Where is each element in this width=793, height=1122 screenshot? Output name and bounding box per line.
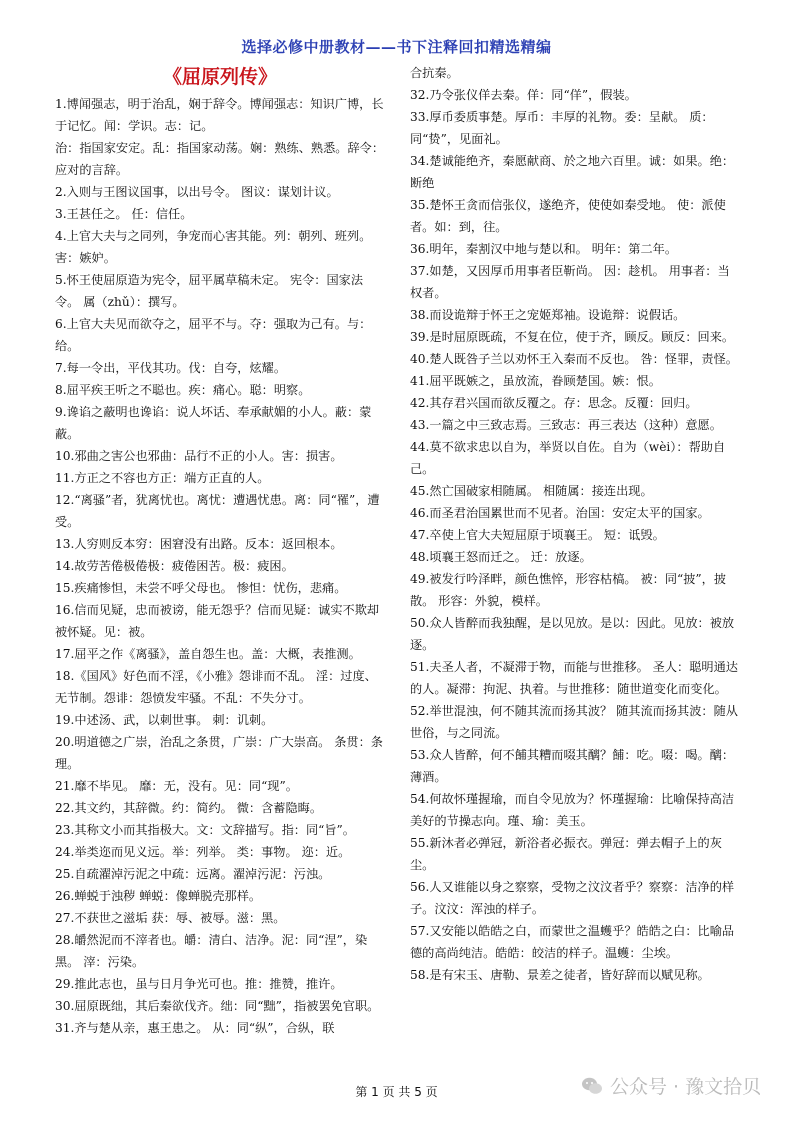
annotation-entry: 5.怀王使屈原造为宪令，屈平属草稿未定。 宪令：国家法令。 属（zhǔ）：撰写。 xyxy=(55,273,364,309)
right-annotation-list xyxy=(410,62,740,986)
annotation-entry: 33.厚币委质事楚。厚币：丰厚的礼物。委：呈献。 质：同“贽”，见面礼。 xyxy=(410,110,714,146)
annotation-entry: 56.人又谁能以身之察察，受物之汶汶者乎？察察：洁净的样子。汶汶：浑浊的样子。 xyxy=(410,880,735,916)
annotation-entry: 50.众人皆醉而我独醒，是以见放。是以：因此。见放：被放逐。 xyxy=(410,616,735,652)
annotation-entry: 25.自疏濯淖污泥之中疏：远离。濯淖污泥：污浊。 xyxy=(55,867,331,881)
annotation-entry: 20.明道德之广崇，治乱之条贯，广崇：广大崇高。 条贯：条理。 xyxy=(55,735,383,771)
annotation-entry: 41.屈平既嫉之，虽放流，眷顾楚国。嫉：恨。 xyxy=(410,374,661,388)
annotation-entry: 43.一篇之中三致志焉。三致志：再三表达（这种）意愿。 xyxy=(410,418,722,432)
annotation-entry: 15.疾痛惨怛，未尝不呼父母也。 惨怛：忧伤，悲痛。 xyxy=(55,581,347,595)
annotation-entry: 2.入则与王图议国事，以出号令。 图议：谋划计议。 xyxy=(55,185,339,199)
annotation-entry: 合抗秦。 xyxy=(410,66,459,80)
annotation-entry: 34.楚诚能绝齐，秦愿献商、於之地六百里。诚：如果。绝：断绝 xyxy=(410,154,735,190)
annotation-entry: 12.“离骚”者，犹离忧也。离忧：遭遇忧患。离：同“罹”，遭受。 xyxy=(55,493,380,529)
annotation-entry: 24.举类迩而见义远。举：列举。 类：事物。 迩：近。 xyxy=(55,845,351,859)
annotation-entry: 46.而圣君治国累世而不见者。治国：安定太平的国家。 xyxy=(410,506,710,520)
annotation-entry: 55.新沐者必弹冠，新浴者必振衣。弹冠：弹去帽子上的灰尘。 xyxy=(410,836,722,872)
page-number: 第 1 页 共 5 页 xyxy=(355,1085,438,1099)
annotation-entry: 26.蝉蜕于浊秽 蝉蜕：像蝉脱壳那样。 xyxy=(55,889,262,903)
annotation-entry: 13.人穷则反本穷：困窘没有出路。反本：返回根本。 xyxy=(55,537,343,551)
watermark-text: 公众号 · 豫文拾贝 xyxy=(610,1076,762,1098)
annotation-entry: 49.被发行吟泽畔，颜色憔悴，形容枯槁。 被：同“披”，披散。 形容：外貌，模样。 xyxy=(410,572,727,608)
annotation-entry: 36.明年，秦割汉中地与楚以和。 明年：第二年。 xyxy=(410,242,678,256)
annotation-entry: 10.邪曲之害公也邪曲：品行不正的小人。害：损害。 xyxy=(55,449,343,463)
left-annotation-list xyxy=(55,93,385,1039)
annotation-entry: 22.其文约，其辞微。约：简约。 微：含蓄隐晦。 xyxy=(55,801,323,815)
annotation-entry: 8.屈平疾王听之不聪也。疾：痛心。聪：明察。 xyxy=(55,383,311,397)
annotation-entry: 6.上官大夫见而欲夺之，屈平不与。夺：强取为己有。与：给。 xyxy=(55,317,372,353)
annotation-entry: 48.顷襄王怒而迁之。 迁：放逐。 xyxy=(410,550,592,564)
annotation-entry: 44.莫不欲求忠以自为，举贤以自佐。自为（wèi）：帮助自己。 xyxy=(410,440,726,476)
annotation-entry: 3.王甚任之。 任：信任。 xyxy=(55,207,193,221)
annotation-entry: 37.如楚，又因厚币用事者臣靳尚。 因：趁机。 用事者：当权者。 xyxy=(410,264,730,300)
annotation-entry: 29.推此志也，虽与日月争光可也。推：推赞，推许。 xyxy=(55,977,343,991)
annotation-entry: 14.故劳苦倦极倦极：疲倦困苦。极：疲困。 xyxy=(55,559,294,573)
annotation-entry: 42.其存君兴国而欲反覆之。存：思念。反覆：回归。 xyxy=(410,396,698,410)
right-column xyxy=(410,62,740,986)
annotation-entry: 38.而设诡辩于怀王之宠姬郑袖。设诡辩：说假话。 xyxy=(410,308,686,322)
annotation-entry: 18.《国风》好色而不淫，《小雅》怨诽而不乱。 淫：过度、无节制。怨诽：怨愤发牢骚。不乱：不失分寸。 xyxy=(55,669,377,705)
annotation-entry: 11.方正之不容也方正：端方正直的人。 xyxy=(55,471,270,485)
annotation-entry: 53.众人皆醉，何不餔其糟而啜其醨？餔：吃。啜：喝。醨：薄酒。 xyxy=(410,748,735,784)
annotation-entry: 47.卒使上官大夫短屈原于顷襄王。 短：诋毁。 xyxy=(410,528,665,542)
annotation-entry: 32.乃令张仪佯去秦。佯：同“佯”，假装。 xyxy=(410,88,637,102)
annotation-entry: 51.夫圣人者，不凝滞于物，而能与世推移。 圣人：聪明通达的人。凝滞：拘泥、执着。与世推移：随世道变化而变化。 xyxy=(410,660,738,696)
annotation-entry: 21.靡不毕见。 靡：无，没有。见：同“现”。 xyxy=(55,779,298,793)
annotation-entry: 1.博闻强志，明于治乱，娴于辞令。博闻强志：知识广博，长于记忆。闻：学识。志：记。 xyxy=(55,97,384,133)
annotation-entry: 52.举世混浊，何不随其流而扬其波？ 随其流而扬其波：随从世俗，与之同流。 xyxy=(410,704,738,740)
annotation-entry: 30.屈原既绌，其后秦欲伐齐。绌：同“黜”，指被罢免官职。 xyxy=(55,999,380,1013)
annotation-entry: 58.是有宋玉、唐勒、景差之徒者，皆好辞而以赋见称。 xyxy=(410,968,710,982)
watermark xyxy=(580,1072,761,1099)
wechat-icon xyxy=(580,1074,604,1098)
annotation-entry: 9.谗谄之蔽明也谗谄：说人坏话、奉承献媚的小人。蔽：蒙蔽。 xyxy=(55,405,372,441)
annotation-entry: 45.然亡国破家相随属。 相随属：接连出现。 xyxy=(410,484,653,498)
annotation-entry: 治：指国家安定。乱：指国家动荡。娴：熟练、熟悉。辞令：应对的言辞。 xyxy=(55,141,385,177)
annotation-entry: 27.不获世之滋垢 获：辱、被辱。滋：黑。 xyxy=(55,911,286,925)
annotation-entry: 28.皭然泥而不滓者也。皭：清白、洁净。泥：同“涅”，染黑。 滓：污染。 xyxy=(55,933,368,969)
annotation-entry: 16.信而见疑，忠而被谤，能无怨乎？信而见疑：诚实不欺却被怀疑。见：被。 xyxy=(55,603,380,639)
annotation-entry: 7.每一令出，平伐其功。伐：自夸，炫耀。 xyxy=(55,361,287,375)
annotation-entry: 54.何故怀瑾握瑜，而自令见放为？怀瑾握瑜：比喻保持高洁美好的节操志向。瑾、瑜：美玉。 xyxy=(410,792,735,828)
annotation-entry: 57.又安能以皓皓之白，而蒙世之温蠖乎？皓皓之白：比喻品德的高尚纯洁。皓皓：皎洁的样子。温蠖：尘埃。 xyxy=(410,924,735,960)
annotation-entry: 19.中述汤、武，以刺世事。 刺：讥刺。 xyxy=(55,713,274,727)
annotation-entry: 4.上官大夫与之同列，争宠而心害其能。列：朝列、班列。害：嫉妒。 xyxy=(55,229,372,265)
page-header-title: 选择必修中册教材——书下注释回扣精选精编 xyxy=(241,38,552,56)
left-column xyxy=(55,62,385,1039)
annotation-entry: 39.是时屈原既疏，不复在位，使于齐，顾反。顾反：回来。 xyxy=(410,330,735,344)
document-title: 《屈原列传》 xyxy=(162,66,277,88)
annotation-entry: 40.楚人既咎子兰以劝怀王入秦而不反也。 咎：怪罪，责怪。 xyxy=(410,352,738,366)
annotation-entry: 17.屈平之作《离骚》，盖自怨生也。盖：大概，表推测。 xyxy=(55,647,361,661)
annotation-entry: 23.其称文小而其指极大。文：文辞描写。指：同“旨”。 xyxy=(55,823,355,837)
annotation-entry: 35.楚怀王贪而信张仪，遂绝齐，使使如秦受地。 使：派使者。如：到，往。 xyxy=(410,198,726,234)
annotation-entry: 31.齐与楚从亲，惠王患之。 从：同“纵”，合纵，联 xyxy=(55,1021,335,1035)
